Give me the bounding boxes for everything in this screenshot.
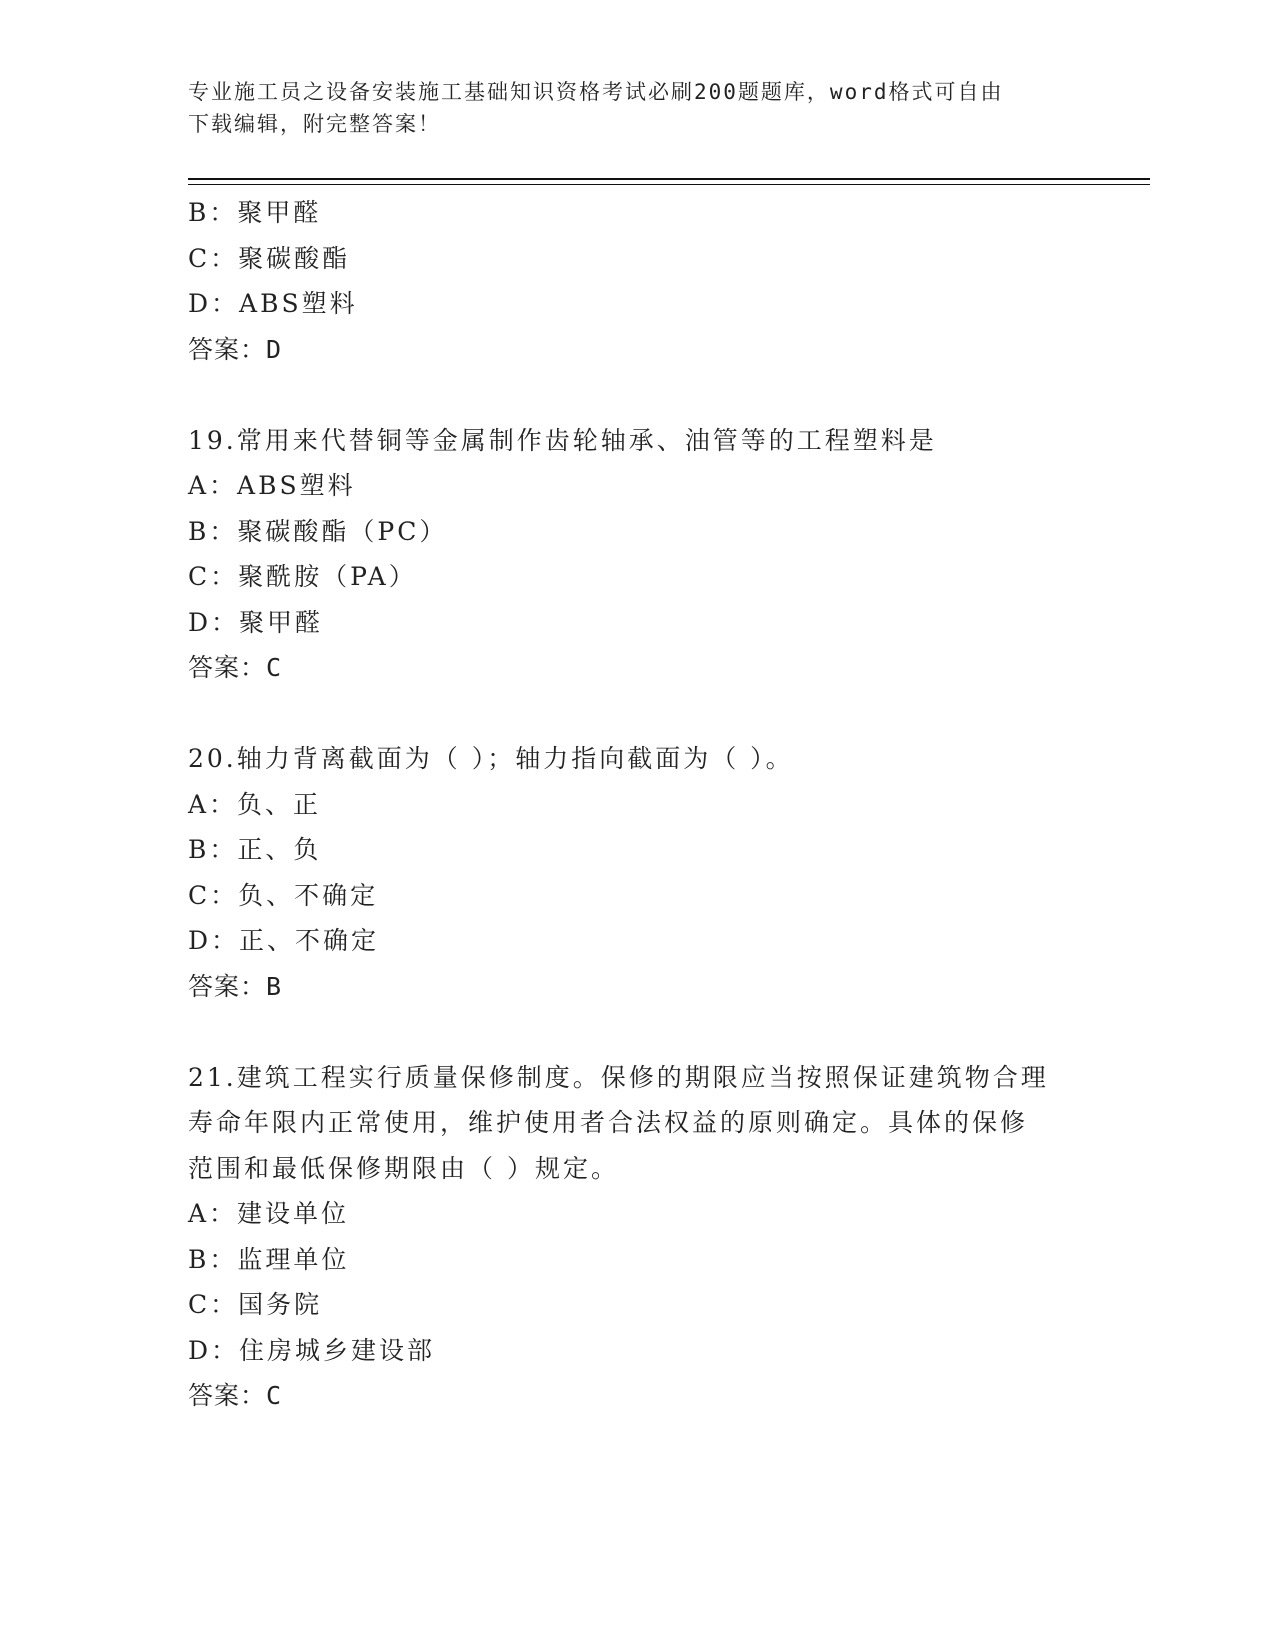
question-block-18-continued — [188, 190, 1108, 372]
option-d: D：聚甲醛 — [188, 607, 324, 637]
answer-line: 答案：C — [188, 653, 283, 682]
question-text: 20.轴力背离截面为（ ）；轴力指向截面为（ ）。 — [188, 744, 794, 773]
option-c: C：聚酰胺（PA） — [188, 562, 417, 591]
option-b: B：聚碳酸酯（PC） — [188, 516, 448, 546]
option-b: B：正、负 — [188, 835, 322, 864]
question-list — [188, 190, 1108, 1419]
option-d: D：ABS塑料 — [188, 289, 358, 318]
answer-line: 答案：D — [188, 334, 283, 364]
option-d: D：住房城乡建设部 — [188, 1335, 436, 1365]
option-d: D：正、不确定 — [188, 926, 380, 955]
question-text-line-1: 21.建筑工程实行质量保修制度。保修的期限应当按照保证建筑物合理 — [188, 1062, 1049, 1092]
option-a: A：负、正 — [188, 789, 322, 819]
answer-line: 答案：B — [188, 971, 283, 1001]
document-header — [188, 76, 1088, 140]
spacer — [188, 372, 1108, 418]
spacer — [188, 691, 1108, 737]
spacer — [188, 1009, 1108, 1055]
question-text-line-3: 范围和最低保修期限由（ ）规定。 — [188, 1153, 619, 1183]
option-c: C：负、不确定 — [188, 880, 379, 910]
answer-line: 答案：C — [188, 1381, 283, 1410]
option-b: B：聚甲醛 — [188, 198, 322, 227]
header-line-2: 下载编辑，附完整答案！ — [188, 112, 441, 136]
option-a: A：建设单位 — [188, 1199, 350, 1228]
question-block-19 — [188, 418, 1108, 691]
header-line-1: 专业施工员之设备安装施工基础知识资格考试必刷200题题库，word格式可自由 — [188, 80, 1004, 104]
option-b: B：监理单位 — [188, 1244, 350, 1274]
question-block-20 — [188, 736, 1108, 1009]
option-c: C：国务院 — [188, 1290, 323, 1319]
header-divider-thick — [188, 178, 1150, 180]
question-text: 19.常用来代替铜等金属制作齿轮轴承、油管等的工程塑料是 — [188, 425, 937, 455]
option-a: A：ABS塑料 — [188, 471, 356, 500]
header-divider-thin — [188, 184, 1150, 185]
option-c: C：聚碳酸酯 — [188, 243, 351, 273]
question-block-21 — [188, 1055, 1108, 1419]
question-text-line-2: 寿命年限内正常使用，维护使用者合法权益的原则确定。具体的保修 — [188, 1108, 1029, 1137]
